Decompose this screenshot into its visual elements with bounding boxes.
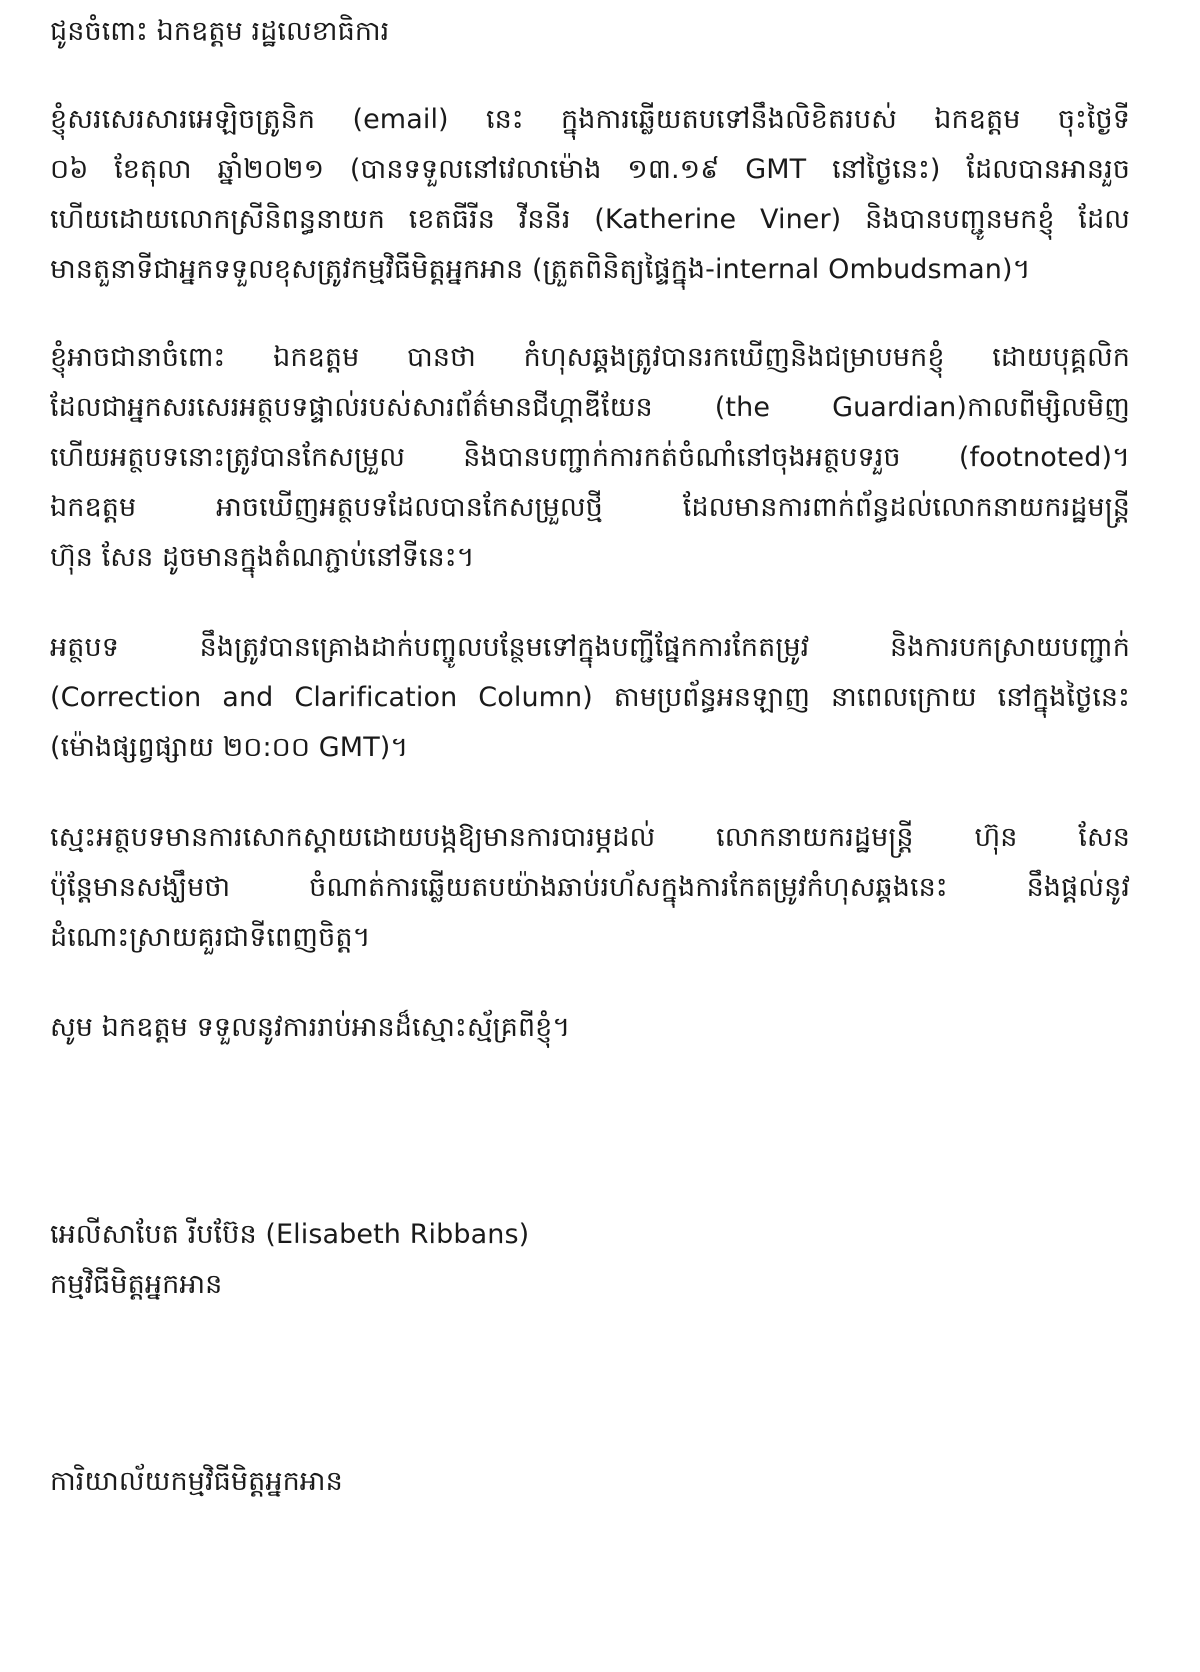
paragraph-3-line-1: អត្ថបទ នឹងត្រូវបានគ្រោងដាក់បញ្ចូលបន្ថែមទៅក្នុងបញ្ជីផ្នែកការកែតម្រូវ និងការបកស្រាយបញ្ជាក់ (50, 632, 1130, 663)
paragraph-4-line-3: ដំណោះស្រាយគួរជាទីពេញចិត្ត។ (50, 922, 371, 953)
paragraph-2-line-2: ដែលជាអ្នកសរសេរអត្ថបទផ្ទាល់របស់សារព័ត៌មានជីហ្គាឌីយែន (the Guardian)កាលពីម្សិលមិញ (50, 392, 1130, 423)
paragraph-1-line-1: ខ្ញុំសរសេរសារអេឡិចត្រូនិក (email) នេះ ក្នុងការឆ្លើយតបទៅនឹងលិខិតរបស់ ឯកឧត្តម ចុះថ្ងៃទី (50, 104, 1130, 135)
closing: សូម ឯកឧត្តម ទទួលនូវការរាប់អានដ៏ស្មោះស្ម័គ្រពីខ្ញុំ។ (50, 1012, 571, 1043)
paragraph-4-line-1: ស្មេះអត្ថបទមានការសោកស្តាយដោយបង្កឱ្យមានការបារម្ភដល់ លោកនាយករដ្ឋមន្ត្រី ហ៊ុន សែន (50, 822, 1130, 853)
salutation: ជូនចំពោះ ឯកឧត្តម រដ្ឋលេខាធិការ (50, 16, 390, 47)
paragraph-2-line-1: ខ្ញុំអាចជានាចំពោះ ឯកឧត្តម បានថា កំហុសឆ្គងត្រូវបានរកឃើញនិងជម្រាបមកខ្ញុំ ដោយបុគ្គលិក (50, 342, 1130, 373)
paragraph-1-line-3: ហើយដោយលោកស្រីនិពន្ធនាយក ខេតធីរីន វីននីរ (Katherine Viner) និងបានបញ្ជូនមកខ្ញុំ ដែល (50, 204, 1130, 235)
paragraph-1-line-2: ០៦ ខែតុលា ឆ្នាំ២០២១ (បានទទួលនៅវេលាម៉ោង ១៣.១៩ GMT នៅថ្ងៃនេះ) ដែលបានអានរួច (50, 154, 1130, 185)
paragraph-3-line-3: (ម៉ោងផ្សព្វផ្សាយ ២០:០០ GMT)។ (50, 732, 409, 763)
signature-name: អេលីសាបែត រីបប៊ែន (Elisabeth Ribbans) (50, 1219, 530, 1250)
signature-title: កម្មវិធីមិត្តអ្នកអាន (50, 1269, 223, 1300)
letter-body (50, 0, 1130, 1672)
paragraph-4-line-2: ប៉ុន្តែមានសង្ឃឹមថា ចំណាត់ការឆ្លើយតបយ៉ាងឆាប់រហ័សក្នុងការកែតម្រូវកំហុសឆ្គងនេះ នឹងផ្តល់នូវ (50, 872, 1130, 903)
office-name: ការិយាល័យកម្មវិធីមិត្តអ្នកអាន (50, 1466, 343, 1497)
paragraph-2-line-4: ឯកឧត្តម អាចឃើញអត្ថបទដែលបានកែសម្រួលថ្មី ដែលមានការពាក់ព័ន្ធដល់លោកនាយករដ្ឋមន្ត្រី (50, 492, 1130, 523)
paragraph-2-line-3: ហើយអត្ថបទនោះត្រូវបានកែសម្រួល និងបានបញ្ជាក់ការកត់ចំណាំនៅចុងអត្ថបទរួច (footnoted)។ (50, 442, 1130, 473)
paragraph-2-line-5: ហ៊ុន សែន ដូចមានក្នុងតំណភ្ជាប់នៅទីនេះ។ (50, 542, 475, 573)
paragraph-1-line-4: មានតួនាទីជាអ្នកទទួលខុសត្រូវកម្មវិធីមិត្តអ្នកអាន (ត្រួតពិនិត្យផ្ទៃក្នុង-internal Ombudsman)។ (50, 254, 1031, 285)
paragraph-3-line-2: (Correction and Clarification Column) តាមប្រព័ន្ធអនឡាញ នាពេលក្រោយ នៅក្នុងថ្ងៃនេះ (50, 682, 1130, 713)
